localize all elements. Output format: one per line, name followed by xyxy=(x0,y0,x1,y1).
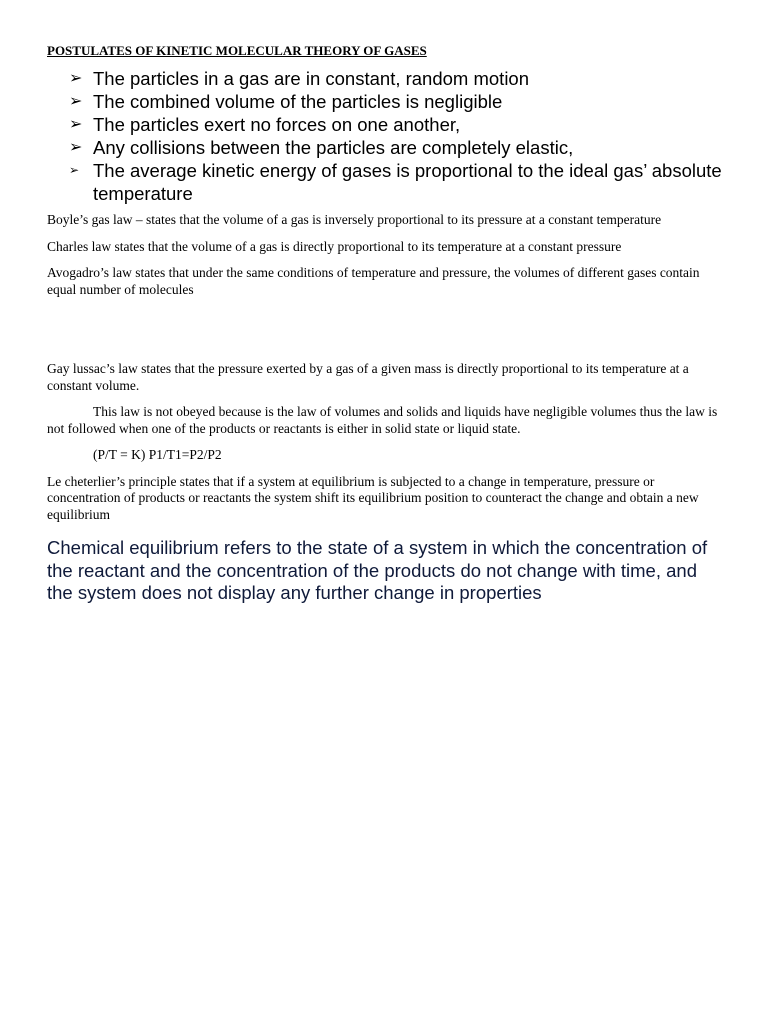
charles-law-paragraph: Charles law states that the volume of a gas is directly proportional to its temperature at a constant pressure xyxy=(47,238,622,254)
document-body xyxy=(47,43,722,605)
postulate-text: Any collisions between the particles are completely elastic, xyxy=(93,137,574,158)
blank-space xyxy=(47,308,722,361)
arrow-bullet-icon: ➢ xyxy=(69,93,83,110)
postulate-text: The particles in a gas are in constant, random motion xyxy=(93,68,530,89)
postulates-list xyxy=(47,67,722,205)
list-item xyxy=(47,136,722,159)
postulate-text: The average kinetic energy of gases is proportional to the ideal gas’ absolute temperature xyxy=(93,160,722,204)
gas-law-formula: (P/T = K) P1/T1=P2/P2 xyxy=(93,447,222,462)
arrow-bullet-icon: ➢ xyxy=(69,70,83,87)
avogadros-law-paragraph: Avogadro’s law states that under the same conditions of temperature and pressure, the volumes of different gases contain equal number of molecules xyxy=(47,265,700,297)
arrow-bullet-icon: ➢ xyxy=(69,163,80,177)
gay-lussacs-law-paragraph: Gay lussac’s law states that the pressure exerted by a gas of a given mass is directly proportional to its temperature at a constant volume. xyxy=(47,361,689,393)
list-item xyxy=(47,67,722,90)
boyles-law-paragraph: Boyle’s gas law – states that the volume of a gas is inversely proportional to its pressure at a constant temperature xyxy=(47,212,662,227)
postulate-text: The particles exert no forces on one another, xyxy=(93,114,461,135)
postulate-text: The combined volume of the particles is negligible xyxy=(93,91,503,112)
chemical-equilibrium-definition: Chemical equilibrium refers to the state of a system in which the concentration of the reactant and the concentration of the products do not change with time, and the system does not display any further change in properties xyxy=(47,537,708,603)
law-not-obeyed-paragraph: This law is not obeyed because is the law of volumes and solids and liquids have negligible volumes thus the law is not followed when one of the products or reactants is either in solid state or liquid state. xyxy=(47,404,718,436)
list-item xyxy=(47,159,722,205)
list-item xyxy=(47,113,722,136)
arrow-bullet-icon: ➢ xyxy=(69,116,83,133)
document-title: POSTULATES OF KINETIC MOLECULAR THEORY OF GASES xyxy=(47,43,427,58)
le-chatelier-paragraph: Le cheterlier’s principle states that if a system at equilibrium is subjected to a change in temperature, pressure or concentration of products or reactants the system shift its equilibrium position to counteract the change and obtain a new equilibrium xyxy=(47,473,699,522)
list-item xyxy=(47,90,722,113)
arrow-bullet-icon: ➢ xyxy=(69,139,83,156)
